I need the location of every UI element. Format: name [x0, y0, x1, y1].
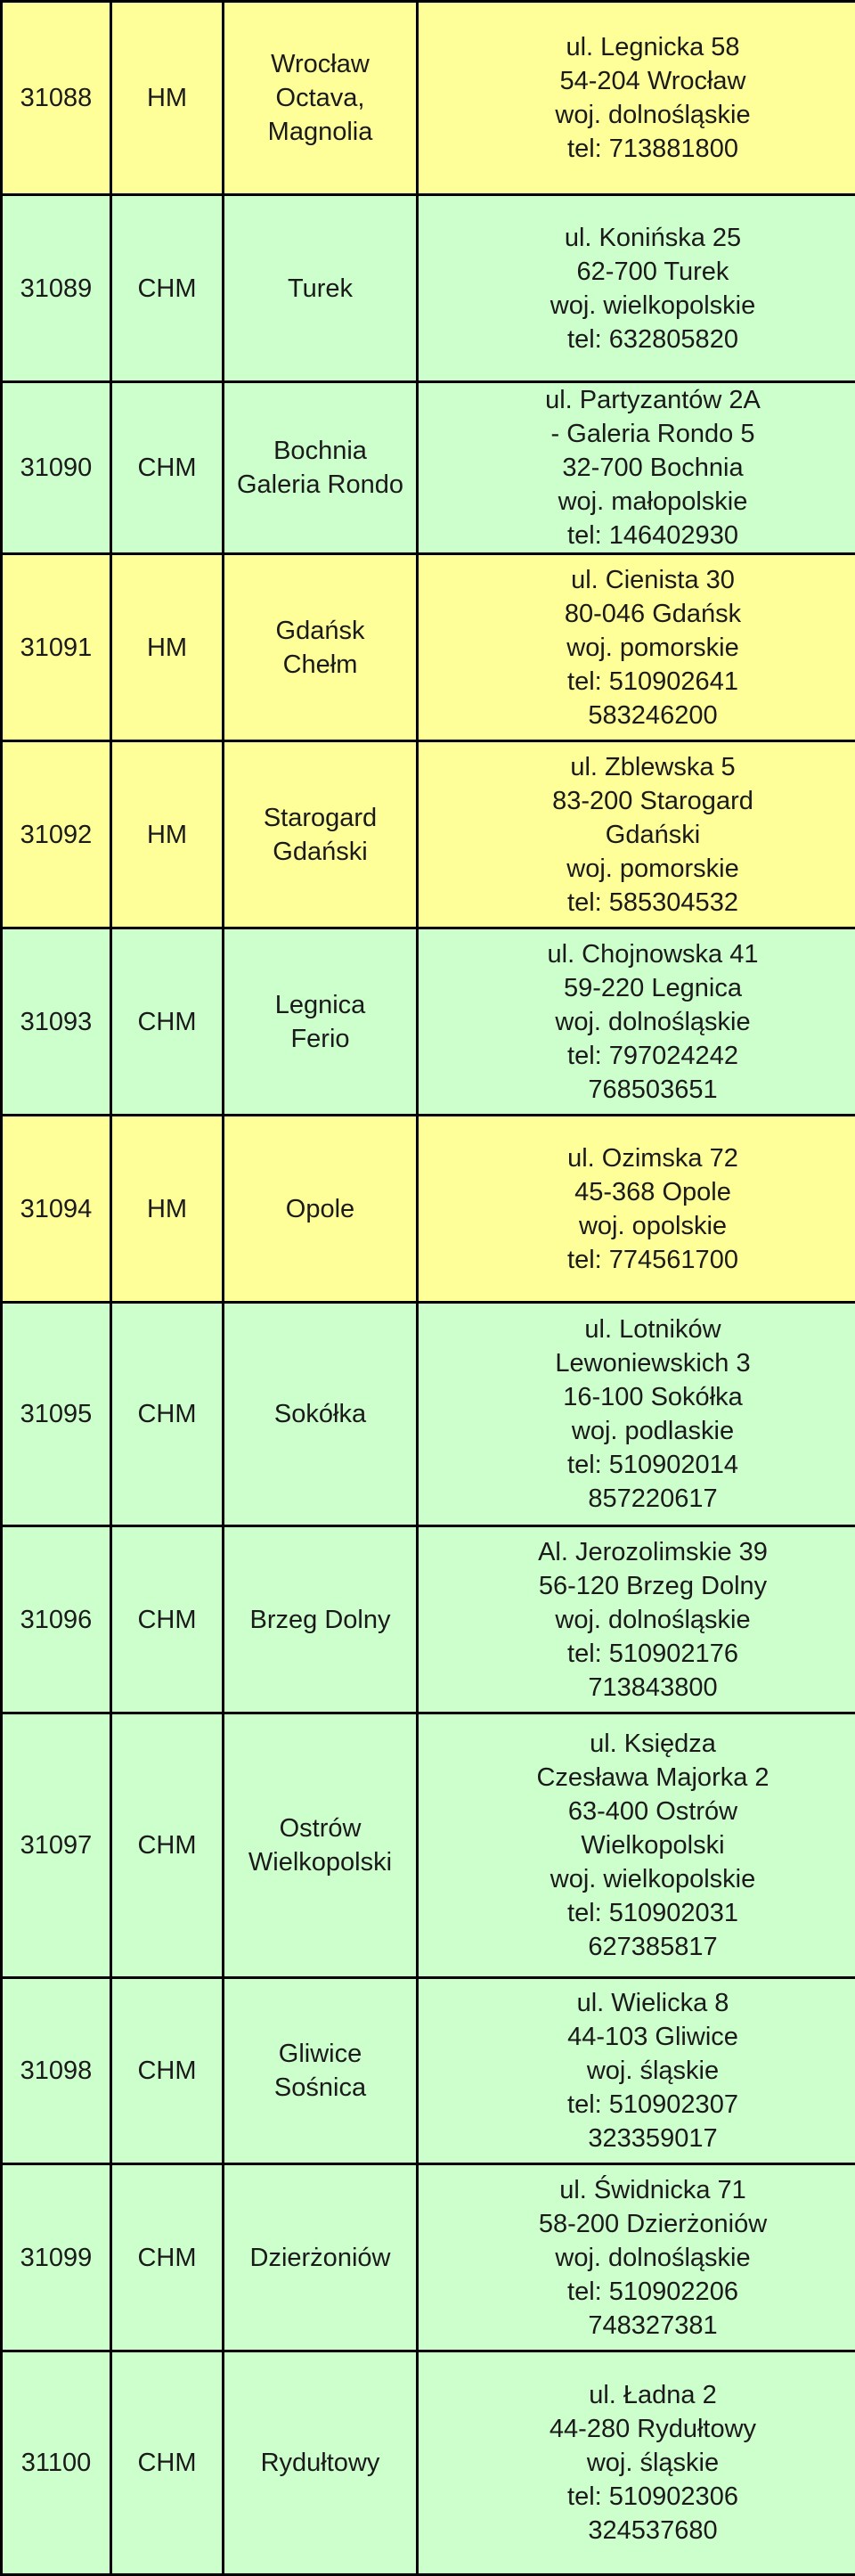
store-city-cell: [224, 928, 418, 1116]
store-type-cell: CHM: [111, 195, 224, 382]
store-id-cell: 31094: [2, 1116, 111, 1303]
store-type-cell: HM: [111, 554, 224, 741]
store-address-cell-line: woj. dolnośląskie: [424, 1603, 855, 1637]
store-type-cell: CHM: [111, 1526, 224, 1713]
store-address-cell-line: woj. dolnośląskie: [424, 2241, 855, 2275]
store-address-cell-line: ul. Partyzantów 2A: [424, 383, 855, 417]
store-address-cell: [418, 1526, 855, 1713]
store-address-cell-line: woj. pomorskie: [424, 631, 855, 665]
table-row: [2, 2164, 855, 2351]
store-city-cell-line: Sośnica: [230, 2071, 411, 2105]
store-id-cell: 31099: [2, 2164, 111, 2351]
store-address-cell: [418, 554, 855, 741]
store-address-cell-line: 58-200 Dzierżoniów: [424, 2207, 855, 2241]
store-address-cell-line: 627385817: [424, 1930, 855, 1964]
store-city-cell: [224, 741, 418, 928]
store-address-cell-line: tel: 713881800: [424, 132, 855, 166]
store-address-cell-line: Czesława Majorka 2: [424, 1761, 855, 1795]
store-address-cell-line: 323359017: [424, 2122, 855, 2155]
store-address-cell: [418, 382, 855, 554]
store-city-cell: [224, 382, 418, 554]
store-address-cell-line: Gdański: [424, 818, 855, 852]
store-address-cell-line: 56-120 Brzeg Dolny: [424, 1569, 855, 1603]
store-city-cell-line: Bochnia: [230, 434, 411, 468]
store-address-cell-line: woj. wielkopolskie: [424, 289, 855, 323]
store-city-cell-line: Rydułtowy: [230, 2446, 411, 2480]
store-address-cell-line: 748327381: [424, 2309, 855, 2343]
store-city-cell-line: Gliwice: [230, 2037, 411, 2071]
store-city-cell: [224, 1978, 418, 2164]
store-id-cell: 31092: [2, 741, 111, 928]
store-city-cell-line: Dzierżoniów: [230, 2241, 411, 2275]
store-city-cell-line: Turek: [230, 272, 411, 306]
store-address-cell-line: ul. Ozimska 72: [424, 1141, 855, 1175]
store-type-cell: CHM: [111, 1303, 224, 1526]
store-address-cell-line: Wielkopolski: [424, 1828, 855, 1862]
store-city-cell-line: Starogard: [230, 801, 411, 835]
store-city-cell: [224, 1526, 418, 1713]
table-row: [2, 928, 855, 1116]
store-city-cell: [224, 1713, 418, 1978]
store-address-cell-line: 583246200: [424, 699, 855, 732]
store-type-cell: CHM: [111, 2164, 224, 2351]
store-address-cell-line: 83-200 Starogard: [424, 784, 855, 818]
store-type-cell: CHM: [111, 1713, 224, 1978]
store-city-cell-line: Octava,: [230, 81, 411, 115]
store-city-cell-line: Ostrów: [230, 1811, 411, 1845]
store-city-cell-line: Chełm: [230, 648, 411, 682]
store-id-cell: 31100: [2, 2351, 111, 2575]
store-address-cell-line: tel: 510902014: [424, 1448, 855, 1482]
store-type-cell: CHM: [111, 1978, 224, 2164]
table-row: [2, 1303, 855, 1526]
store-id-cell: 31091: [2, 554, 111, 741]
table-row: [2, 1526, 855, 1713]
store-city-cell-line: Ferio: [230, 1022, 411, 1056]
store-address-cell-line: tel: 510902176: [424, 1637, 855, 1671]
store-address-cell-line: ul. Lotników: [424, 1313, 855, 1346]
store-city-cell-line: Gdańsk: [230, 614, 411, 648]
store-address-cell-line: woj. śląskie: [424, 2054, 855, 2088]
store-id-cell: 31098: [2, 1978, 111, 2164]
store-table-body: [2, 2, 855, 2575]
store-city-cell-line: Galeria Rondo: [230, 468, 411, 502]
store-address-cell-line: - Galeria Rondo 5: [424, 417, 855, 451]
table-row: [2, 1713, 855, 1978]
store-city-cell-line: Gdański: [230, 835, 411, 869]
store-address-cell-line: ul. Świdnicka 71: [424, 2173, 855, 2207]
store-address-cell-line: woj. małopolskie: [424, 485, 855, 519]
store-id-cell: 31088: [2, 2, 111, 195]
store-address-cell-line: 80-046 Gdańsk: [424, 597, 855, 631]
store-city-cell: [224, 554, 418, 741]
store-address-cell-line: 54-204 Wrocław: [424, 64, 855, 98]
store-address-cell-line: woj. dolnośląskie: [424, 98, 855, 132]
store-address-cell-line: tel: 510902206: [424, 2275, 855, 2309]
store-type-cell: CHM: [111, 382, 224, 554]
store-city-cell: [224, 2351, 418, 2575]
table-row: [2, 195, 855, 382]
store-id-cell: 31093: [2, 928, 111, 1116]
store-city-cell-line: Sokółka: [230, 1397, 411, 1431]
store-address-cell: [418, 2351, 855, 2575]
store-address-cell-line: tel: 774561700: [424, 1243, 855, 1277]
store-address-cell-line: 768503651: [424, 1073, 855, 1107]
store-address-cell-line: woj. dolnośląskie: [424, 1005, 855, 1039]
store-address-cell-line: woj. podlaskie: [424, 1414, 855, 1448]
store-address-cell: [418, 1713, 855, 1978]
store-type-cell: CHM: [111, 928, 224, 1116]
store-address-cell: [418, 2, 855, 195]
table-row: [2, 1978, 855, 2164]
store-address-cell-line: Al. Jerozolimskie 39: [424, 1535, 855, 1569]
store-address-cell: [418, 195, 855, 382]
store-city-cell: [224, 2, 418, 195]
store-address-cell-line: 59-220 Legnica: [424, 971, 855, 1005]
store-address-cell-line: woj. wielkopolskie: [424, 1862, 855, 1896]
store-id-cell: 31089: [2, 195, 111, 382]
store-type-cell: CHM: [111, 2351, 224, 2575]
store-address-cell-line: tel: 510902306: [424, 2480, 855, 2514]
store-address-cell-line: Lewoniewskich 3: [424, 1346, 855, 1380]
store-city-cell-line: Opole: [230, 1192, 411, 1226]
store-id-cell: 31095: [2, 1303, 111, 1526]
table-row: [2, 2, 855, 195]
store-address-cell-line: woj. opolskie: [424, 1209, 855, 1243]
store-address-cell-line: ul. Legnicka 58: [424, 30, 855, 64]
store-address-cell: [418, 1303, 855, 1526]
store-address-cell-line: ul. Księdza: [424, 1727, 855, 1761]
store-address-cell-line: woj. pomorskie: [424, 852, 855, 886]
store-address-cell-line: woj. śląskie: [424, 2446, 855, 2480]
store-address-cell-line: tel: 510902031: [424, 1896, 855, 1930]
store-address-cell: [418, 1116, 855, 1303]
store-type-cell: HM: [111, 1116, 224, 1303]
store-address-cell-line: tel: 510902641: [424, 665, 855, 699]
store-address-cell-line: ul. Zblewska 5: [424, 750, 855, 784]
store-address-cell-line: 16-100 Sokółka: [424, 1380, 855, 1414]
store-address-cell-line: ul. Wielicka 8: [424, 1986, 855, 2020]
store-city-cell: [224, 195, 418, 382]
store-city-cell: [224, 2164, 418, 2351]
store-address-cell: [418, 2164, 855, 2351]
store-city-cell-line: Brzeg Dolny: [230, 1603, 411, 1637]
store-address-cell-line: 324537680: [424, 2514, 855, 2547]
store-address-cell-line: tel: 797024242: [424, 1039, 855, 1073]
table-row: [2, 382, 855, 554]
store-address-cell-line: 32-700 Bochnia: [424, 451, 855, 485]
store-id-cell: 31090: [2, 382, 111, 554]
store-city-cell: [224, 1303, 418, 1526]
store-address-cell: [418, 741, 855, 928]
store-city-cell-line: Wrocław: [230, 47, 411, 81]
table-row: [2, 554, 855, 741]
store-address-cell-line: ul. Chojnowska 41: [424, 937, 855, 971]
store-type-cell: HM: [111, 741, 224, 928]
table-row: [2, 2351, 855, 2575]
store-address-cell: [418, 928, 855, 1116]
store-address-cell-line: ul. Konińska 25: [424, 221, 855, 255]
store-address-cell-line: 713843800: [424, 1671, 855, 1705]
store-city-cell-line: Magnolia: [230, 115, 411, 149]
store-address-cell-line: tel: 510902307: [424, 2088, 855, 2122]
store-city-cell: [224, 1116, 418, 1303]
store-address-cell: [418, 1978, 855, 2164]
store-address-cell-line: 44-280 Rydułtowy: [424, 2412, 855, 2446]
store-id-cell: 31097: [2, 1713, 111, 1978]
table-row: [2, 741, 855, 928]
store-city-cell-line: Legnica: [230, 988, 411, 1022]
store-id-cell: 31096: [2, 1526, 111, 1713]
store-type-cell: HM: [111, 2, 224, 195]
store-address-cell-line: 62-700 Turek: [424, 255, 855, 289]
store-address-cell-line: ul. Ładna 2: [424, 2378, 855, 2412]
store-address-cell-line: tel: 146402930: [424, 519, 855, 552]
store-address-cell-line: 63-400 Ostrów: [424, 1795, 855, 1828]
store-address-cell-line: 45-368 Opole: [424, 1175, 855, 1209]
store-address-cell-line: tel: 585304532: [424, 886, 855, 920]
store-city-cell-line: Wielkopolski: [230, 1845, 411, 1879]
store-address-cell-line: ul. Cienista 30: [424, 563, 855, 597]
table-row: [2, 1116, 855, 1303]
store-address-cell-line: 857220617: [424, 1482, 855, 1516]
store-address-cell-line: 44-103 Gliwice: [424, 2020, 855, 2054]
store-address-cell-line: tel: 632805820: [424, 323, 855, 356]
